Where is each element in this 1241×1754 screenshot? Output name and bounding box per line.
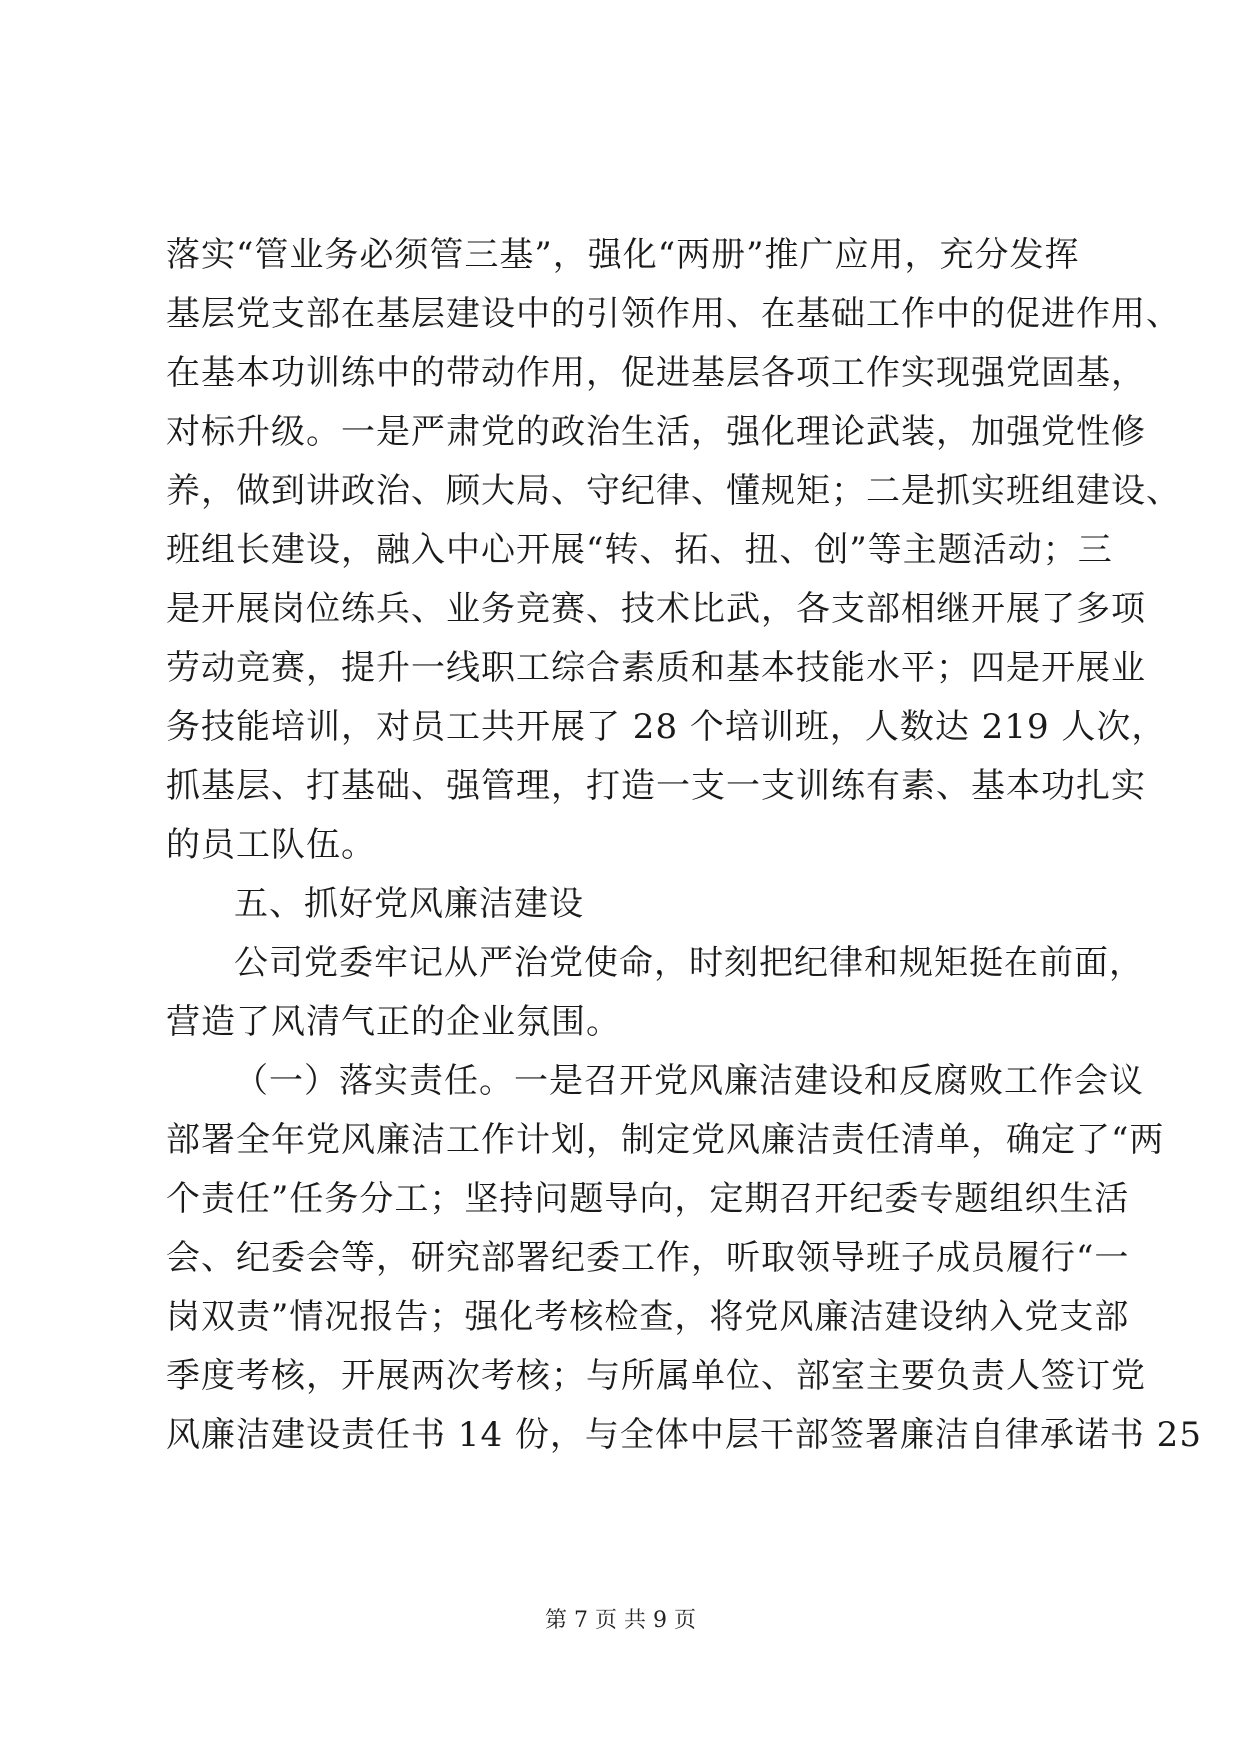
text-line: 抓基层、打基础、强管理，打造一支一支训练有素、基本功扎实: [166, 766, 1146, 806]
text-line: 务技能培训，对员工共开展了 28 个培训班，人数达 219 人次，: [166, 707, 1167, 747]
text-line: 在基本功训练中的带动作用，促进基层各项工作实现强党固基，: [166, 353, 1146, 393]
text-line: 落实“管业务必须管三基”，强化“两册”推广应用，充分发挥: [166, 235, 1080, 275]
text-line: 岗双责”情况报告；强化考核检查，将党风廉洁建设纳入党支部: [166, 1297, 1130, 1337]
text-line: （一）落实责任。一是召开党风廉洁建设和反腐败工作会议: [234, 1061, 1144, 1101]
text-line: 部署全年党风廉洁工作计划，制定党风廉洁责任清单，确定了“两: [166, 1120, 1165, 1160]
text-line: 对标升级。一是严肃党的政治生活，强化理论武装，加强党性修: [166, 412, 1146, 452]
text-line: 营造了风清气正的企业氛围。: [166, 1002, 621, 1042]
text-line: 个责任”任务分工；坚持问题导向，定期召开纪委专题组织生活: [166, 1179, 1130, 1219]
text-line: 班组长建设，融入中心开展“转、拓、扭、创”等主题活动；三: [166, 530, 1113, 570]
page-number-footer: 第 7 页 共 9 页: [545, 1608, 696, 1633]
text-line: 季度考核，开展两次考核；与所属单位、部室主要负责人签订党: [166, 1356, 1146, 1396]
text-line: 风廉洁建设责任书 14 份，与全体中层干部签署廉洁自律承诺书 25: [166, 1415, 1202, 1455]
text-line: 会、纪委会等，研究部署纪委工作，听取领导班子成员履行“一: [166, 1238, 1130, 1278]
text-line: 基层党支部在基层建设中的引领作用、在基础工作中的促进作用、: [166, 294, 1181, 334]
text-line: 养，做到讲政治、顾大局、守纪律、懂规矩；二是抓实班组建设、: [166, 471, 1181, 511]
text-line: 五、抓好党风廉洁建设: [234, 884, 584, 924]
text-line: 劳动竞赛，提升一线职工综合素质和基本技能水平；四是开展业: [166, 648, 1146, 688]
text-line: 的员工队伍。: [166, 825, 376, 865]
text-line: 公司党委牢记从严治党使命，时刻把纪律和规矩挺在前面，: [234, 943, 1144, 983]
text-line: 是开展岗位练兵、业务竞赛、技术比武，各支部相继开展了多项: [166, 589, 1146, 629]
body-text: [166, 226, 1202, 1465]
